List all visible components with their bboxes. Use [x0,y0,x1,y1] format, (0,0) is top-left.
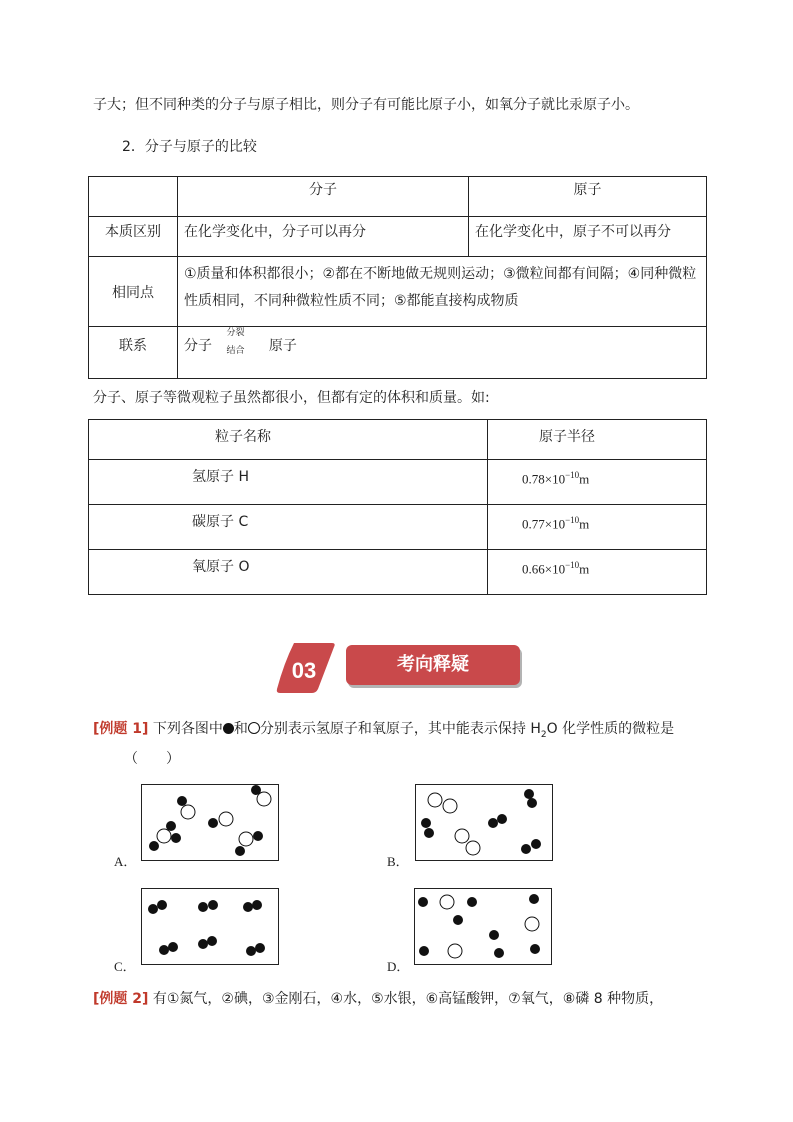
section-banner-title: 考向释疑 [346,645,520,685]
option-d-label[interactable]: D． [387,959,410,974]
example1-question [93,718,674,740]
option-c-label[interactable]: C． [114,959,136,974]
micro-line: 分子、原子等微观粒子虽然都很小，但都有定的体积和质量。如: [93,390,490,406]
cell-relation [178,327,707,379]
row-label-common: 相同点 [89,257,178,327]
option-c-diagram [142,889,278,964]
filled-circle-icon [223,723,234,734]
relation-molecule: 分子 [184,338,212,354]
compare-header-molecule: 分子 [178,177,469,217]
section-number: 03 [291,658,317,683]
relation-split: 分裂 [226,328,245,338]
radius-value-c [488,505,707,550]
compare-table [88,176,707,379]
radius-header-value: 原子半径 [488,420,707,460]
option-b-box[interactable] [415,784,553,861]
radius-value-o-base: 0.66×10 [522,561,566,577]
option-a-label[interactable]: A． [114,854,137,869]
section-title: 2．分子与原子的比较 [122,139,257,155]
radius-value-o-unit: m [579,561,590,577]
row-label-relation: 联系 [89,327,178,379]
example1-subscript: 2 [540,729,547,740]
example1-text-mid: 和 [233,721,248,737]
example2-tag: [例题 2] [93,991,149,1007]
cell-atom-essential: 在化学变化中，原子不可以再分 [469,217,707,257]
example1-tag: [例题 1] [93,721,149,737]
option-b-diagram [416,785,552,860]
radius-header-name: 粒子名称 [89,420,488,460]
option-b-label[interactable]: B． [387,854,409,869]
example1-paren: （ ） [124,751,180,767]
radius-name-h: 氢原子 H [89,460,488,505]
option-a-box[interactable] [141,784,279,861]
example2-question [93,988,663,1008]
section-number-badge [274,641,336,695]
radius-value-h-exp: −10 [565,470,580,480]
cell-common [178,257,707,327]
common-line-2: 性质相同，不同种微粒性质不同；⑤都能直接构成物质 [184,293,519,309]
radius-value-h-unit: m [579,471,590,487]
compare-header-atom: 原子 [469,177,707,217]
intro-line: 子大；但不同种类的分子与原子相比，则分子有可能比原子小，如氧分子就比汞原子小。 [93,97,639,113]
radius-table [88,419,707,595]
relation-atom: 原子 [268,338,297,354]
option-c-box[interactable] [141,888,279,965]
option-d-diagram [415,889,551,964]
radius-value-h-base: 0.78×10 [522,471,566,487]
relation-combine: 结合 [226,346,245,356]
example1-text-end: O 化学性质的微粒是 [546,721,675,737]
radius-name-o: 氧原子 O [89,550,488,595]
radius-value-o [488,550,707,595]
example1-text-after: 分别表示氢原子和氧原子，其中能表示保持 H [259,721,541,737]
option-d-box[interactable] [414,888,552,965]
option-a-diagram [142,785,278,860]
radius-name-c: 碳原子 C [89,505,488,550]
row-label-essential: 本质区别 [89,217,178,257]
cell-molecule-essential: 在化学变化中，分子可以再分 [178,217,469,257]
open-circle-icon [248,722,260,734]
example2-text: 有①氮气，②碘，③金刚石，④水，⑤水银，⑥高锰酸钾，⑦氧气，⑧磷 8 种物质， [152,991,664,1007]
radius-value-o-exp: −10 [565,560,580,570]
example1-text-before: 下列各图中 [152,721,223,737]
radius-value-c-unit: m [579,516,590,532]
radius-value-c-exp: −10 [565,515,580,525]
radius-value-h [488,460,707,505]
compare-header-blank [89,177,178,217]
radius-value-c-base: 0.77×10 [522,516,566,532]
common-line-1: ①质量和体积都很小；②都在不断地做无规则运动；③微粒间都有间隔；④同种微粒 [184,266,697,282]
